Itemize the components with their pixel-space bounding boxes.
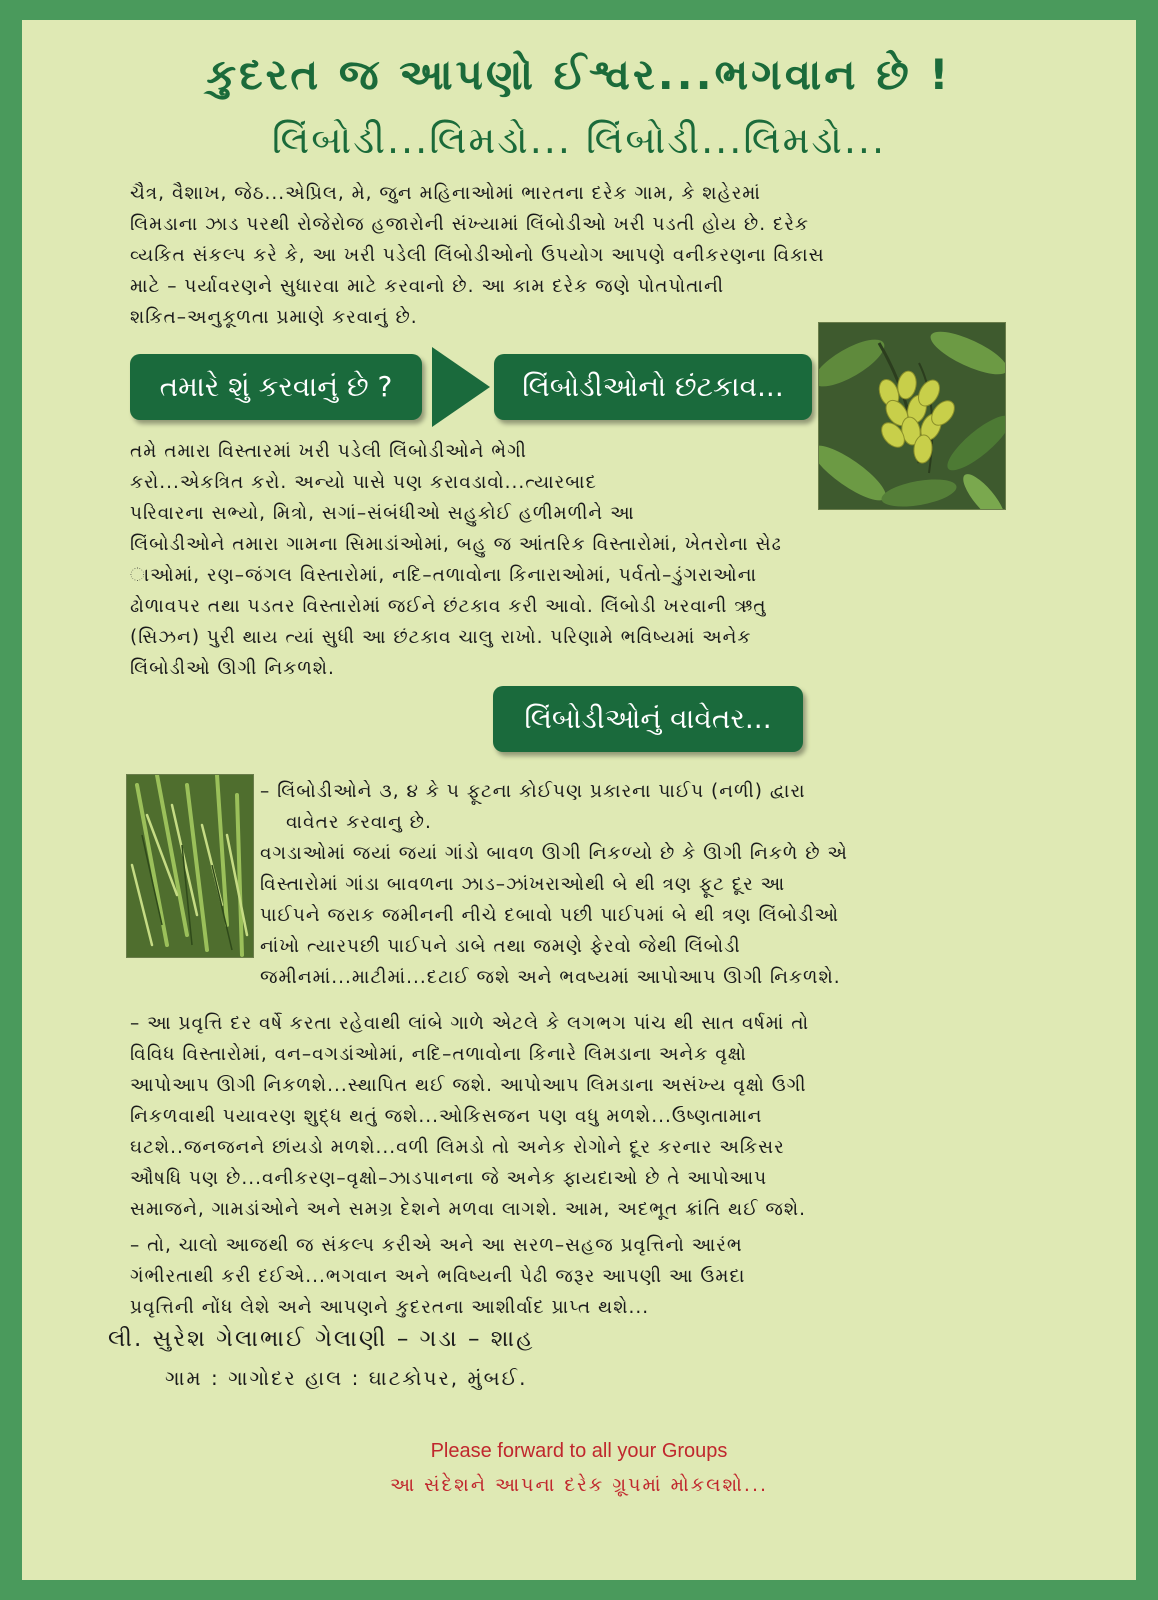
arrow-right-icon bbox=[432, 347, 490, 427]
neem-fruit-illustration bbox=[819, 323, 1005, 509]
section2-line: વિસ્તારોમાં ગાંડા બાવળના ઝાડ–ઝાંખરાઓથી બે થી ત્રણ ફૂટ દૂર આ bbox=[260, 874, 786, 895]
section1-line: ઢોળાવપર તથા પડતર વિસ્તારોમાં જઈને છંટકાવ કરી આવો. લિંબોડી ખરવાની ઋતુ bbox=[130, 596, 767, 617]
section2-line: વાવેતર કરવાનુ છે. bbox=[286, 812, 432, 833]
neem-leaves-illustration bbox=[127, 775, 253, 957]
benefits-line: – આ પ્રવૃત્તિ દર વર્ષે કરતા રહેવાથી લાંબે ગાળે એટલે કે લગભગ પાંચ થી સાત વર્ષમાં તો bbox=[130, 1013, 810, 1034]
intro-paragraph bbox=[130, 178, 1038, 333]
section2-line: જમીનમાં...માટીમાં...દટાઈ જશે અને ભવષ્યમાં આપોઆપ ઊગી નિકળશે. bbox=[260, 967, 841, 988]
benefits-line: ઘટશે..જનજનને છાંયડો મળશે...વળી લિમડો તો અનેક રોગોને દૂર કરનાર અકિસર bbox=[130, 1137, 785, 1158]
answer-pill bbox=[494, 354, 812, 420]
section1-line: લિંબોડીઓને તમારા ગામના સિમાડાંઓમાં, બહુ જ આંતરિક વિસ્તારોમાં, ખેતરોના સેઢ bbox=[130, 534, 782, 555]
answer-text: લિંબોડીઓનો છંટકાવ... bbox=[522, 370, 784, 403]
sowing-heading-pill bbox=[493, 686, 803, 752]
poster-title: કુદરત જ આપણો ઈશ્વર...ભગવાન છે ! bbox=[206, 50, 952, 99]
neem-fruit-photo bbox=[818, 322, 1006, 510]
poster-subtitle: લિંબોડી...લિમડો... લિંબોડી...લિમડો... bbox=[271, 118, 887, 162]
section1-line: ાઓમાં, રણ–જંગલ વિસ્તારોમાં, નદિ–તળાવોના કિનારાઓમાં, પર્વતો–ડુંગરાઓના bbox=[130, 565, 758, 586]
benefits-paragraph bbox=[130, 1008, 1038, 1225]
section1-line: (સિઝન) પુરી થાય ત્યાં સુધી આ છંટકાવ ચાલુ રાખો. પરિણામે ભવિષ્યમાં અનેક bbox=[130, 627, 752, 648]
section2-line: વગડાઓમાં જયાં જયાં ગાંડો બાવળ ઊગી નિકળ્યો છે કે ઊગી નિકળે છે એ bbox=[260, 843, 848, 864]
section2-paragraph bbox=[260, 776, 1038, 993]
neem-leaves-photo bbox=[126, 774, 254, 958]
intro-line: શકિત–અનુકૂળતા પ્રમાણે કરવાનું છે. bbox=[130, 307, 418, 328]
benefits-line: સમાજને, ગામડાંઓને અને સમગ્ર દેશને મળવા લાગશે. આમ, અદભૂત ક્રાંતિ થઈ જશે. bbox=[130, 1199, 807, 1220]
section1-paragraph-wide bbox=[130, 529, 1038, 684]
section2-line: પાઈપને જરાક જમીનની નીચે દબાવો પછી પાઈપમાં બે થી ત્રણ લિંબોડીઓ bbox=[260, 905, 840, 926]
benefits-line: વિવિધ વિસ્તારોમાં, વન–વગડાંઓમાં, નદિ–તળાવોના કિનારે લિમડાના અનેક વૃક્ષો bbox=[130, 1044, 747, 1065]
forward-gujarati: આ સંદેશને આપના દરેક ગ્રૂપમાં મોકલશો... bbox=[389, 1474, 769, 1496]
forward-english: Please forward to all your Groups bbox=[430, 1440, 728, 1462]
section2-line: નાંખો ત્યારપછી પાઈપને ડાબે તથા જમણે ફેરવો જેથી લિંબોડી bbox=[260, 936, 741, 957]
section2-line: – લિંબોડીઓને ૩, ૪ કે ૫ ફૂટના કોઈપણ પ્રકારના પાઈપ (નળી) દ્વારા bbox=[260, 781, 806, 802]
section1-paragraph bbox=[130, 436, 816, 529]
closing-line: પ્રવૃત્તિની નોંધ લેશે અને આપણને કુદરતના આશીર્વાદ પ્રાપ્ત થશે... bbox=[130, 1297, 650, 1318]
closing-line: – તો, ચાલો આજથી જ સંકલ્પ કરીએ અને આ સરળ–સહજ પ્રવૃત્તિનો આરંભ bbox=[130, 1235, 743, 1256]
village-line: ગામ : ગાગોદર હાલ : ઘાટકોપર, મુંબઈ. bbox=[165, 1366, 528, 1390]
sowing-heading-text: લિંબોડીઓનું વાવેતર... bbox=[524, 702, 772, 735]
closing-paragraph bbox=[130, 1230, 1038, 1323]
closing-line: ગંભીરતાથી કરી દઈએ...ભગવાન અને ભવિષ્યની પેઢી જરૂર આપણી આ ઉમદા bbox=[130, 1266, 746, 1287]
intro-line: ચૈત્ર, વૈશાખ, જેઠ...એપ્રિલ, મે, જુન મહિનાઓમાં ભારતના દરેક ગામ, કે શહેરમાં bbox=[130, 183, 761, 204]
question-pill bbox=[130, 354, 422, 420]
intro-line: વ્યકિત સંકલ્પ કરે કે, આ ખરી પડેલી લિંબોડીઓનો ઉપયોગ આપણે વનીકરણના વિકાસ bbox=[130, 245, 825, 266]
benefits-line: નિકળવાથી પયાવરણ શુદ્ધ થતું જશે...ઓકિસજન પણ વધુ મળશે...ઉષ્ણતામાન bbox=[130, 1106, 763, 1127]
section1-line: પરિવારના સભ્યો, મિત્રો, સગાં–સંબંધીઓ સહુકોઈ હળીમળીને આ bbox=[130, 503, 635, 524]
intro-line: લિમડાના ઝાડ પરથી રોજેરોજ હજારોની સંખ્યામાં લિંબોડીઓ ખરી પડતી હોય છે. દરેક bbox=[130, 214, 809, 235]
benefits-line: આપોઆપ ઊગી નિકળશે...સ્થાપિત થઈ જશે. આપોઆપ લિમડાના અસંખ્ય વૃક્ષો ઉગી bbox=[130, 1075, 807, 1096]
section1-line: તમે તમારા વિસ્તારમાં ખરી પડેલી લિંબોડીઓને ભેગી bbox=[130, 441, 527, 462]
section1-line: કરો...એકત્રિત કરો. અન્યો પાસે પણ કરાવડાવો...ત્યારબાદ bbox=[130, 472, 597, 493]
question-text: તમારે શું કરવાનું છે ? bbox=[159, 370, 393, 403]
intro-line: માટે – પર્યાવરણને સુધારવા માટે કરવાનો છે. આ કામ દરેક જણે પોતપોતાની bbox=[130, 276, 725, 297]
benefits-line: ઔષધિ પણ છે...વનીકરણ–વૃક્ષો–ઝાડપાનના જે અનેક ફાયદાઓ છે તે આપોઆપ bbox=[130, 1168, 768, 1189]
section1-line: લિંબોડીઓ ઊગી નિકળશે. bbox=[130, 658, 335, 679]
signature: લી. સુરેશ ગેલાભાઈ ગેલાણી – ગડા – શાહ bbox=[108, 1326, 535, 1352]
